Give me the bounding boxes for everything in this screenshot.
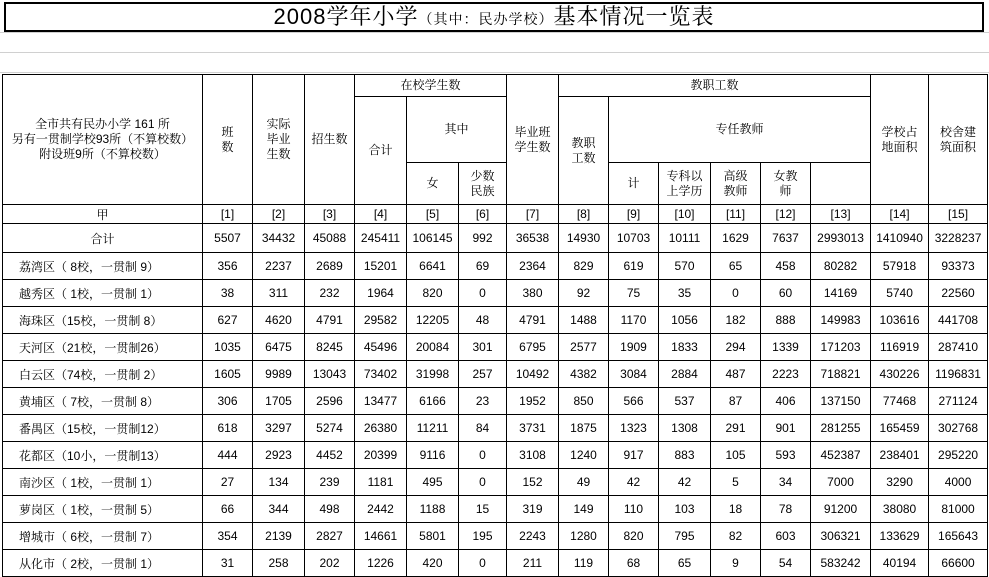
table-cell: 7000 bbox=[811, 469, 871, 496]
table-cell: 2139 bbox=[253, 523, 305, 550]
header-class-count: 班数 bbox=[203, 75, 253, 205]
table-cell: 1605 bbox=[203, 361, 253, 388]
row-label: 南沙区（ 1校，一贯制 1） bbox=[3, 469, 203, 496]
table-cell: 295220 bbox=[929, 442, 988, 469]
table-cell: 26380 bbox=[355, 415, 407, 442]
table-cell: 245411 bbox=[355, 224, 407, 253]
table-cell: 195 bbox=[459, 523, 507, 550]
header-in-school: 在校学生数 bbox=[355, 75, 507, 97]
table-cell: 1035 bbox=[203, 334, 253, 361]
table-cell: 211 bbox=[507, 550, 559, 577]
table-cell: 0 bbox=[459, 550, 507, 577]
table-cell: 36538 bbox=[507, 224, 559, 253]
index-cell: [6] bbox=[459, 205, 507, 224]
table-cell: 6166 bbox=[407, 388, 459, 415]
index-cell: [10] bbox=[659, 205, 711, 224]
index-cell: [14] bbox=[871, 205, 929, 224]
table-cell: 12205 bbox=[407, 307, 459, 334]
row-label: 萝岗区（ 1校，一贯制 5） bbox=[3, 496, 203, 523]
table-cell: 2577 bbox=[559, 334, 609, 361]
table-cell: 34432 bbox=[253, 224, 305, 253]
table-cell: 311 bbox=[253, 280, 305, 307]
table-cell: 8245 bbox=[305, 334, 355, 361]
table-cell: 1056 bbox=[659, 307, 711, 334]
table-cell: 1280 bbox=[559, 523, 609, 550]
table-cell: 84 bbox=[459, 415, 507, 442]
table-cell: 291 bbox=[711, 415, 761, 442]
table-cell: 306321 bbox=[811, 523, 871, 550]
desc-line-1: 全市共有民办小学 161 所 bbox=[35, 117, 170, 131]
table-cell: 3297 bbox=[253, 415, 305, 442]
table-cell: 420 bbox=[407, 550, 459, 577]
table-cell: 66 bbox=[203, 496, 253, 523]
table-cell: 281255 bbox=[811, 415, 871, 442]
table-cell: 149 bbox=[559, 496, 609, 523]
table-cell: 498 bbox=[305, 496, 355, 523]
table-cell: 6475 bbox=[253, 334, 305, 361]
table-cell: 1308 bbox=[659, 415, 711, 442]
table-cell: 458 bbox=[761, 253, 811, 280]
desc-line-2: 另有一贯制学校93所（不算校数） bbox=[11, 132, 194, 146]
table-row bbox=[3, 307, 988, 334]
table-cell: 9989 bbox=[253, 361, 305, 388]
table-cell: 1705 bbox=[253, 388, 305, 415]
table-cell: 105 bbox=[711, 442, 761, 469]
index-cell: [2] bbox=[253, 205, 305, 224]
index-cell: [4] bbox=[355, 205, 407, 224]
table-cell: 116919 bbox=[871, 334, 929, 361]
table-row-total bbox=[3, 224, 988, 253]
table-cell: 29582 bbox=[355, 307, 407, 334]
table-cell: 48 bbox=[459, 307, 507, 334]
table-cell: 34 bbox=[761, 469, 811, 496]
table-cell: 888 bbox=[761, 307, 811, 334]
table-cell: 319 bbox=[507, 496, 559, 523]
table-cell: 45496 bbox=[355, 334, 407, 361]
table-cell: 302768 bbox=[929, 415, 988, 442]
table-cell: 137150 bbox=[811, 388, 871, 415]
table-cell: 5274 bbox=[305, 415, 355, 442]
table-cell: 0 bbox=[459, 442, 507, 469]
table-cell: 2884 bbox=[659, 361, 711, 388]
table-title bbox=[4, 2, 984, 32]
table-cell: 20084 bbox=[407, 334, 459, 361]
header-staff-group: 教职工数 bbox=[559, 75, 871, 97]
table-cell: 232 bbox=[305, 280, 355, 307]
table-row bbox=[3, 253, 988, 280]
table-cell: 15201 bbox=[355, 253, 407, 280]
table-cell: 10703 bbox=[609, 224, 659, 253]
table-cell: 103 bbox=[659, 496, 711, 523]
table-cell: 133629 bbox=[871, 523, 929, 550]
table-cell: 0 bbox=[459, 469, 507, 496]
table-cell: 54 bbox=[761, 550, 811, 577]
table-cell: 306 bbox=[203, 388, 253, 415]
table-cell: 75 bbox=[609, 280, 659, 307]
header-building: 校舍建筑面积 bbox=[929, 75, 988, 205]
table-cell: 66600 bbox=[929, 550, 988, 577]
table-cell: 92 bbox=[559, 280, 609, 307]
desc-line-3: 附设班9所（不算校数） bbox=[39, 147, 166, 161]
table-cell: 38080 bbox=[871, 496, 929, 523]
index-cell: 甲 bbox=[3, 205, 203, 224]
table-cell: 0 bbox=[711, 280, 761, 307]
index-cell: [1] bbox=[203, 205, 253, 224]
index-cell: [3] bbox=[305, 205, 355, 224]
table-cell: 42 bbox=[659, 469, 711, 496]
table-cell: 566 bbox=[609, 388, 659, 415]
row-label: 天河区（21校，一贯制26） bbox=[3, 334, 203, 361]
header-senior: 高级教师 bbox=[711, 163, 761, 205]
table-cell: 38 bbox=[203, 280, 253, 307]
table-cell: 4791 bbox=[507, 307, 559, 334]
table-row bbox=[3, 550, 988, 577]
header-female: 女 bbox=[407, 163, 459, 205]
table-cell: 718821 bbox=[811, 361, 871, 388]
table-cell: 452387 bbox=[811, 442, 871, 469]
table-row bbox=[3, 388, 988, 415]
title-prefix: 2008学年小学 bbox=[273, 4, 419, 29]
table-cell: 992 bbox=[459, 224, 507, 253]
table-cell: 68 bbox=[609, 550, 659, 577]
table-cell: 202 bbox=[305, 550, 355, 577]
table-cell: 294 bbox=[711, 334, 761, 361]
table-cell: 134 bbox=[253, 469, 305, 496]
table-cell: 287410 bbox=[929, 334, 988, 361]
table-cell: 901 bbox=[761, 415, 811, 442]
table-cell: 40194 bbox=[871, 550, 929, 577]
row-label: 花都区（10小，一贯制13） bbox=[3, 442, 203, 469]
table-cell: 49 bbox=[559, 469, 609, 496]
table-cell: 171203 bbox=[811, 334, 871, 361]
table-cell: 2243 bbox=[507, 523, 559, 550]
table-cell: 80282 bbox=[811, 253, 871, 280]
table-cell: 2923 bbox=[253, 442, 305, 469]
table-cell: 93373 bbox=[929, 253, 988, 280]
header-minority: 少数民族 bbox=[459, 163, 507, 205]
table-cell: 5507 bbox=[203, 224, 253, 253]
row-label: 荔湾区（ 8校，一贯制 9） bbox=[3, 253, 203, 280]
table-cell: 1170 bbox=[609, 307, 659, 334]
table-cell: 78 bbox=[761, 496, 811, 523]
table-cell: 441708 bbox=[929, 307, 988, 334]
table-cell: 583242 bbox=[811, 550, 871, 577]
table-cell: 627 bbox=[203, 307, 253, 334]
table-cell: 182 bbox=[711, 307, 761, 334]
table-cell: 795 bbox=[659, 523, 711, 550]
table-cell: 149983 bbox=[811, 307, 871, 334]
header-college: 专科以上学历 bbox=[659, 163, 711, 205]
table-cell: 1196831 bbox=[929, 361, 988, 388]
table-cell: 2364 bbox=[507, 253, 559, 280]
table-cell: 5740 bbox=[871, 280, 929, 307]
table-cell: 239 bbox=[305, 469, 355, 496]
table-cell: 1875 bbox=[559, 415, 609, 442]
table-cell: 91200 bbox=[811, 496, 871, 523]
table-cell: 2993013 bbox=[811, 224, 871, 253]
table-cell: 65 bbox=[659, 550, 711, 577]
table-row bbox=[3, 442, 988, 469]
header-enroll: 招生数 bbox=[305, 75, 355, 205]
header-in-school-total: 合计 bbox=[355, 97, 407, 205]
index-cell: [13] bbox=[811, 205, 871, 224]
table-cell: 257 bbox=[459, 361, 507, 388]
table-cell: 1488 bbox=[559, 307, 609, 334]
table-cell: 258 bbox=[253, 550, 305, 577]
table-cell: 10111 bbox=[659, 224, 711, 253]
index-cell: [8] bbox=[559, 205, 609, 224]
table-cell: 5 bbox=[711, 469, 761, 496]
table-cell: 238401 bbox=[871, 442, 929, 469]
table-cell: 850 bbox=[559, 388, 609, 415]
table-cell: 119 bbox=[559, 550, 609, 577]
table-cell: 4452 bbox=[305, 442, 355, 469]
row-label: 增城市（ 6校，一贯制 7） bbox=[3, 523, 203, 550]
table-cell: 2223 bbox=[761, 361, 811, 388]
table-cell: 11211 bbox=[407, 415, 459, 442]
table-cell: 87 bbox=[711, 388, 761, 415]
table-cell: 110 bbox=[609, 496, 659, 523]
index-cell: [12] bbox=[761, 205, 811, 224]
index-row bbox=[3, 205, 988, 224]
table-cell: 444 bbox=[203, 442, 253, 469]
table-cell: 1410940 bbox=[871, 224, 929, 253]
table-cell: 20399 bbox=[355, 442, 407, 469]
table-cell: 4791 bbox=[305, 307, 355, 334]
table-cell: 22560 bbox=[929, 280, 988, 307]
table-cell: 1909 bbox=[609, 334, 659, 361]
row-label: 海珠区（15校，一贯制 8） bbox=[3, 307, 203, 334]
table-row bbox=[3, 334, 988, 361]
table-cell: 14661 bbox=[355, 523, 407, 550]
table-cell: 31 bbox=[203, 550, 253, 577]
table-cell: 271124 bbox=[929, 388, 988, 415]
index-cell: [5] bbox=[407, 205, 459, 224]
table-cell: 619 bbox=[609, 253, 659, 280]
table-cell: 4000 bbox=[929, 469, 988, 496]
title-suffix: 基本情况一览表 bbox=[553, 4, 715, 29]
table-cell: 1181 bbox=[355, 469, 407, 496]
data-table bbox=[2, 74, 988, 577]
header-grad-class: 毕业班学生数 bbox=[507, 75, 559, 205]
row-label: 白云区（74校，一贯制 2） bbox=[3, 361, 203, 388]
table-cell: 57918 bbox=[871, 253, 929, 280]
table-cell: 1323 bbox=[609, 415, 659, 442]
table-cell: 618 bbox=[203, 415, 253, 442]
header-of-which: 其中 bbox=[407, 97, 507, 163]
table-cell: 537 bbox=[659, 388, 711, 415]
table-cell: 60 bbox=[761, 280, 811, 307]
table-cell: 430226 bbox=[871, 361, 929, 388]
row-label: 黄埔区（ 7校，一贯制 8） bbox=[3, 388, 203, 415]
table-cell: 23 bbox=[459, 388, 507, 415]
table-cell: 820 bbox=[609, 523, 659, 550]
table-cell: 35 bbox=[659, 280, 711, 307]
header-fulltime-count: 计 bbox=[609, 163, 659, 205]
table-cell: 2442 bbox=[355, 496, 407, 523]
table-cell: 1188 bbox=[407, 496, 459, 523]
row-label: 合计 bbox=[3, 224, 203, 253]
table-cell: 301 bbox=[459, 334, 507, 361]
table-cell: 9 bbox=[711, 550, 761, 577]
header-description bbox=[3, 75, 203, 205]
table-cell: 380 bbox=[507, 280, 559, 307]
row-label: 越秀区（ 1校，一贯制 1） bbox=[3, 280, 203, 307]
table-cell: 1339 bbox=[761, 334, 811, 361]
table-cell: 81000 bbox=[929, 496, 988, 523]
table-cell: 406 bbox=[761, 388, 811, 415]
table-cell: 495 bbox=[407, 469, 459, 496]
table-cell: 73402 bbox=[355, 361, 407, 388]
table-cell: 344 bbox=[253, 496, 305, 523]
title-sub: （其中：民办学校） bbox=[418, 11, 554, 27]
header-fulltime: 专任教师 bbox=[609, 97, 871, 163]
table-cell: 69 bbox=[459, 253, 507, 280]
table-cell: 10492 bbox=[507, 361, 559, 388]
table-cell: 5801 bbox=[407, 523, 459, 550]
table-cell: 354 bbox=[203, 523, 253, 550]
table-cell: 2689 bbox=[305, 253, 355, 280]
table-cell: 593 bbox=[761, 442, 811, 469]
table-cell: 13477 bbox=[355, 388, 407, 415]
table-cell: 18 bbox=[711, 496, 761, 523]
table-cell: 1226 bbox=[355, 550, 407, 577]
table-cell: 152 bbox=[507, 469, 559, 496]
table-cell: 4620 bbox=[253, 307, 305, 334]
table-cell: 14930 bbox=[559, 224, 609, 253]
table-cell: 82 bbox=[711, 523, 761, 550]
index-cell: [7] bbox=[507, 205, 559, 224]
table-cell: 487 bbox=[711, 361, 761, 388]
table-cell: 42 bbox=[609, 469, 659, 496]
table-row bbox=[3, 496, 988, 523]
table-cell: 6641 bbox=[407, 253, 459, 280]
table-cell: 917 bbox=[609, 442, 659, 469]
index-cell: [15] bbox=[929, 205, 988, 224]
table-cell: 27 bbox=[203, 469, 253, 496]
table-cell: 6795 bbox=[507, 334, 559, 361]
table-cell: 1240 bbox=[559, 442, 609, 469]
data-body bbox=[3, 224, 988, 577]
table-cell: 1964 bbox=[355, 280, 407, 307]
table-cell: 1952 bbox=[507, 388, 559, 415]
table-cell: 356 bbox=[203, 253, 253, 280]
table-cell: 31998 bbox=[407, 361, 459, 388]
row-label: 番禺区（15校，一贯制12） bbox=[3, 415, 203, 442]
table-cell: 165459 bbox=[871, 415, 929, 442]
table-cell: 77468 bbox=[871, 388, 929, 415]
table-cell: 1833 bbox=[659, 334, 711, 361]
header-actual-grad: 实际毕业生数 bbox=[253, 75, 305, 205]
header-staff-count: 教职工数 bbox=[559, 97, 609, 205]
table-cell: 3108 bbox=[507, 442, 559, 469]
table-cell: 14169 bbox=[811, 280, 871, 307]
header-female-teacher: 女教师 bbox=[761, 163, 811, 205]
table-cell: 2827 bbox=[305, 523, 355, 550]
table-cell: 1629 bbox=[711, 224, 761, 253]
table-cell: 3084 bbox=[609, 361, 659, 388]
index-cell: [11] bbox=[711, 205, 761, 224]
table-cell: 13043 bbox=[305, 361, 355, 388]
table-cell: 65 bbox=[711, 253, 761, 280]
table-row bbox=[3, 523, 988, 550]
table-row bbox=[3, 415, 988, 442]
header-area: 学校占地面积 bbox=[871, 75, 929, 205]
table-cell: 570 bbox=[659, 253, 711, 280]
table-cell: 820 bbox=[407, 280, 459, 307]
table-row bbox=[3, 280, 988, 307]
table-cell: 2237 bbox=[253, 253, 305, 280]
table-row bbox=[3, 361, 988, 388]
table-cell: 45088 bbox=[305, 224, 355, 253]
table-cell: 2596 bbox=[305, 388, 355, 415]
spreadsheet-gridlines bbox=[0, 32, 989, 74]
table-cell: 106145 bbox=[407, 224, 459, 253]
table-cell: 0 bbox=[459, 280, 507, 307]
table-cell: 829 bbox=[559, 253, 609, 280]
table-cell: 165643 bbox=[929, 523, 988, 550]
table-cell: 9116 bbox=[407, 442, 459, 469]
table-row bbox=[3, 469, 988, 496]
row-label: 从化市（ 2校，一贯制 1） bbox=[3, 550, 203, 577]
table-cell: 603 bbox=[761, 523, 811, 550]
table-cell: 4382 bbox=[559, 361, 609, 388]
table-cell: 883 bbox=[659, 442, 711, 469]
table-cell: 103616 bbox=[871, 307, 929, 334]
table-cell: 3731 bbox=[507, 415, 559, 442]
table-cell: 3228237 bbox=[929, 224, 988, 253]
table-cell: 15 bbox=[459, 496, 507, 523]
table-cell: 3290 bbox=[871, 469, 929, 496]
index-cell: [9] bbox=[609, 205, 659, 224]
table-cell: 7637 bbox=[761, 224, 811, 253]
